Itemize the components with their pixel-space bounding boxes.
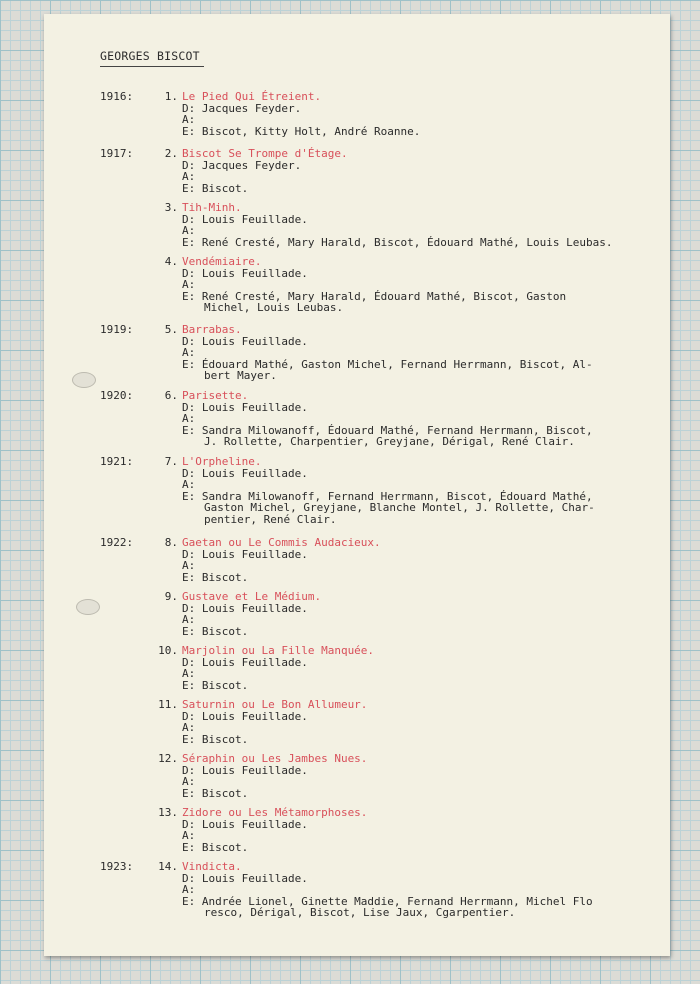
film-title: Le Pied Qui Étreient. (182, 90, 322, 103)
film-author: A: (182, 721, 196, 734)
film-cast-line: E: Biscot. (182, 840, 249, 854)
film-cast-line: J. Rollette, Charpentier, Greyjane, Dérigal, René Clair. (204, 435, 575, 448)
entry-number: 9. (164, 590, 178, 603)
film-director: D: Louis Feuillade. (182, 871, 308, 885)
film-author: A: (182, 613, 196, 626)
film-author: A: (182, 346, 196, 359)
entry-body (182, 456, 666, 525)
entry-number: 6. (164, 389, 178, 402)
entry-number: 7. (164, 455, 178, 468)
film-cast-line: pentier, René Clair. (204, 512, 337, 526)
entry-year: 1923: (100, 860, 134, 873)
entry-body (182, 753, 666, 799)
entry-number: 5. (164, 323, 178, 336)
entry-body (182, 148, 666, 194)
film-cast-line: E: Édouard Mathé, Gaston Michel, Fernand Herrmann, Biscot, Al- (182, 357, 593, 371)
film-title: Séraphin ou Les Jambes Nues. (182, 752, 368, 765)
film-author: A: (182, 170, 196, 183)
entry-number: 4. (164, 255, 178, 268)
film-author: A: (182, 113, 196, 126)
film-title: L'Orpheline. (182, 455, 262, 468)
entry-body (182, 390, 666, 448)
film-title: Barrabas. (182, 323, 242, 336)
film-director: D: Louis Feuillade. (182, 266, 308, 280)
film-title: Parisette. (182, 389, 249, 402)
film-cast-line: E: Biscot. (182, 624, 249, 638)
page-title: GEORGES BISCOT (100, 49, 200, 63)
entry-number: 14. (158, 860, 178, 873)
film-cast-line: Michel, Louis Leubas. (204, 301, 344, 314)
entry-body (182, 537, 666, 583)
film-cast-line: E: Biscot. (182, 570, 249, 584)
film-cast-line: E: Biscot. (182, 786, 249, 800)
film-cast-line: bert Mayer. (204, 369, 277, 382)
film-director: D: Louis Feuillade. (182, 709, 308, 723)
film-author: A: (182, 829, 196, 842)
paper-sheet (44, 14, 670, 956)
entry-number: 13. (158, 806, 178, 819)
film-cast-line: E: Andrée Lionel, Ginette Maddie, Fernand Herrmann, Michel Flo (182, 894, 593, 908)
film-title: Zidore ou Les Métamorphoses. (182, 806, 368, 819)
film-title: Gustave et Le Médium. (182, 590, 322, 603)
film-cast-line: E: René Cresté, Mary Harald, Biscot, Édouard Mathé, Louis Leubas. (182, 235, 613, 249)
film-director: D: Louis Feuillade. (182, 763, 308, 777)
film-title: Biscot Se Trompe d'Étage. (182, 147, 348, 160)
film-cast-line: resco, Dérigal, Biscot, Lise Jaux, Cgarpentier. (204, 906, 516, 919)
film-cast-line: E: René Cresté, Mary Harald, Édouard Mathé, Biscot, Gaston (182, 289, 567, 303)
film-director: D: Louis Feuillade. (182, 466, 308, 480)
punch-hole (72, 372, 96, 388)
film-cast-line: E: Biscot. (182, 181, 249, 195)
film-title: Saturnin ou Le Bon Allumeur. (182, 698, 368, 711)
title-underline (100, 66, 204, 67)
film-author: A: (182, 667, 196, 680)
film-title: Tih-Minh. (182, 201, 242, 214)
film-director: D: Louis Feuillade. (182, 547, 308, 561)
punch-hole (76, 599, 100, 615)
entry-body (182, 256, 666, 314)
entry-body (182, 202, 666, 248)
film-title: Marjolin ou La Fille Manquée. (182, 644, 375, 657)
film-cast-line: E: Biscot. (182, 732, 249, 746)
entry-year: 1922: (100, 536, 134, 549)
entry-body (182, 91, 666, 137)
film-title: Gaetan ou Le Commis Audacieux. (182, 536, 381, 549)
film-cast-line: E: Biscot. (182, 678, 249, 692)
entry-year: 1921: (100, 455, 134, 468)
film-author: A: (182, 775, 196, 788)
film-director: D: Louis Feuillade. (182, 400, 308, 414)
entry-number: 12. (158, 752, 178, 765)
entry-year: 1916: (100, 90, 134, 103)
film-director: D: Louis Feuillade. (182, 212, 308, 226)
film-director: D: Jacques Feyder. (182, 158, 302, 172)
entry-number: 2. (164, 147, 178, 160)
film-director: D: Louis Feuillade. (182, 334, 308, 348)
film-author: A: (182, 224, 196, 237)
film-director: D: Louis Feuillade. (182, 817, 308, 831)
entry-year: 1919: (100, 323, 134, 336)
entry-year: 1917: (100, 147, 134, 160)
film-author: A: (182, 559, 196, 572)
film-cast-line: Gaston Michel, Greyjane, Blanche Montel, J. Rollette, Char- (204, 501, 595, 514)
film-cast-line: E: Sandra Milowanoff, Édouard Mathé, Fernand Herrmann, Biscot, (182, 423, 593, 437)
film-title: Vindicta. (182, 860, 242, 873)
film-director: D: Jacques Feyder. (182, 101, 302, 115)
entry-number: 10. (158, 644, 178, 657)
entry-number: 8. (164, 536, 178, 549)
entry-number: 3. (164, 201, 178, 214)
film-cast-line: E: Biscot, Kitty Holt, André Roanne. (182, 124, 421, 138)
entry-year: 1920: (100, 389, 134, 402)
entry-body (182, 861, 666, 919)
entry-number: 11. (158, 698, 178, 711)
entry-body (182, 645, 666, 691)
entry-body (182, 324, 666, 382)
entry-number: 1. (164, 90, 178, 103)
entry-body (182, 591, 666, 637)
film-title: Vendémiaire. (182, 255, 262, 268)
film-cast-line: E: Sandra Milowanoff, Fernand Herrmann, Biscot, Édouard Mathé, (182, 489, 593, 503)
film-author: A: (182, 412, 196, 425)
film-author: A: (182, 883, 196, 896)
film-author: A: (182, 278, 196, 291)
entry-body (182, 699, 666, 745)
film-author: A: (182, 478, 196, 491)
entry-body (182, 807, 666, 853)
film-director: D: Louis Feuillade. (182, 601, 308, 615)
film-director: D: Louis Feuillade. (182, 655, 308, 669)
